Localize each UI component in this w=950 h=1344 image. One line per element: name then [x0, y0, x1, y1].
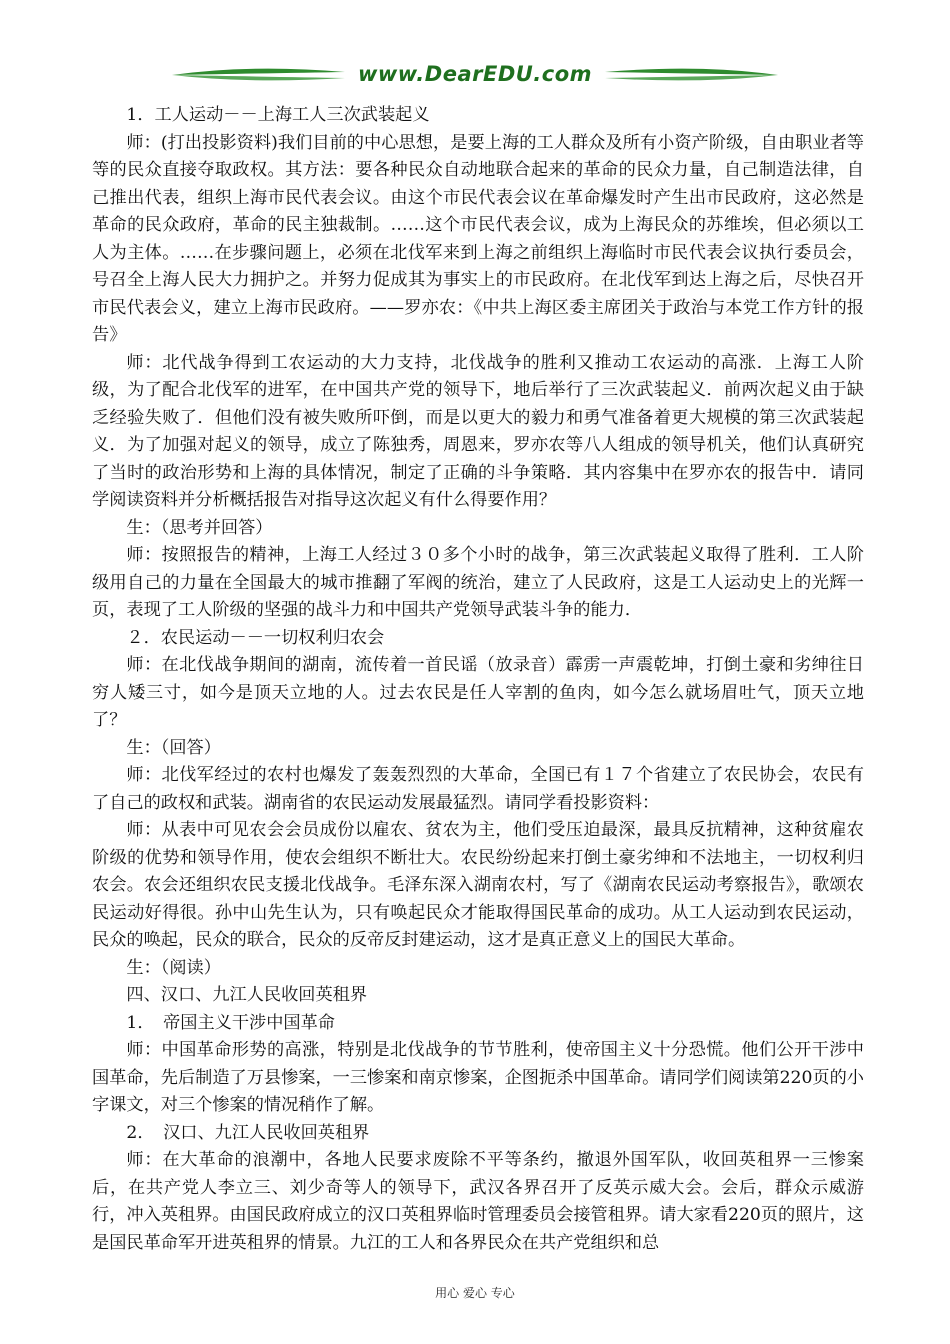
- paragraph: 师：北伐军经过的农村也爆发了轰轰烈烈的大革命，全国已有１７个省建立了农民协会，农民有了自己的政权和武装。湖南省的农民运动发展最猛烈。请同学看投影资料：: [92, 765, 864, 813]
- section-heading: 2． 汉口、九江人民收回英租界: [126, 1122, 370, 1143]
- paragraph: 生：（阅读）: [126, 957, 221, 978]
- paragraph: 师：在大革命的浪潮中，各地人民要求废除不平等条约，撤退外国军队，收回英租界一三惨案后，在共产党人李立三、刘少奇等人的领导下，武汉各界召开了反英示威大会。会后，群众示威游行，冲入英租界。由国民政府成立的汉口英租界临时管理委员会接管租界。请大家看220页的照片，这是国民革命军开进英租界的情景。九江的工人和各界民众在共产党组织和总: [92, 1150, 864, 1253]
- paragraph: 生：（回答）: [126, 737, 221, 758]
- paragraph: 师：按照报告的精神，上海工人经过３０多个小时的战争，第三次武装起义取得了胜利．工人阶级用自己的力量在全国最大的城市推翻了军阀的统治，建立了人民政府，这是工人运动史上的光辉一页，表现了工人阶级的坚强的战斗力和中国共产党领导武装斗争的能力．: [92, 545, 864, 620]
- section-heading: 1． 帝国主义干涉中国革命: [126, 1012, 335, 1033]
- page-footer: 用心 爱心 专心: [435, 1286, 515, 1300]
- paragraph: 师：从表中可见农会会员成份以雇农、贫农为主，他们受压迫最深，最具反抗精神，这种贫雇农阶级的优势和领导作用，使农会组织不断壮大。农民纷纷起来打倒土豪劣绅和不法地主，一切权利归农会。农会还组织农民支援北伐战争。毛泽东深入湖南农村，写了《湖南农民运动考察报告》，歌颂农民运动好得很。孙中山先生认为，只有唤起民众才能取得国民革命的成功。从工人运动到农民运动，民众的唤起，民众的联合，民众的反帝反封建运动，这才是真正意义上的国民大革命。: [92, 820, 864, 950]
- paragraph: 师：在北伐战争期间的湖南，流传着一首民谣（放录音）霹雳一声震乾坤，打倒土豪和劣绅往日穷人矮三寸，如今是顶天立地的人。过去农民是任人宰割的鱼肉，如今怎么就场眉吐气，顶天立地了？: [92, 655, 864, 730]
- paragraph: 师：(打出投影资料)我们目前的中心思想，是要上海的工人群众及所有小资产阶级，自由职业者等等的民众直接夺取政权。其方法：要各种民众自动地联合起来的革命的民众力量，自己制造法律，自己推出代表，组织上海市民代表会议。由这个市民代表会议在革命爆发时产生出市民政府，这必然是革命的民众政府，革命的民主独裁制。……这个市民代表会议，成为上海民众的苏维埃，但必须以工人为主体。……在步骤问题上，必须在北伐军来到上海之前组织上海临时市民代表会议执行委员会，号召全上海人民大力拥护之。并努力促成其为事实上的市民政府。在北伐军到达上海之后，尽快召开市民代表会义，建立上海市民政府。——罗亦农：《中共上海区委主席团关于政治与本党工作方针的报告》: [92, 132, 864, 345]
- site-header-banner: [170, 58, 780, 92]
- document-body: [92, 102, 864, 1257]
- paragraph: 生：（思考并回答）: [126, 517, 273, 538]
- section-heading: 四、汉口、九江人民收回英租界: [126, 985, 368, 1005]
- section-heading: ２．农民运动－－一切权利归农会: [126, 627, 385, 648]
- section-heading: 1．工人运动－－上海工人三次武装起义: [126, 105, 430, 125]
- paragraph: 师：北代战争得到工农运动的大力支持，北伐战争的胜利又推动工农运动的高涨．上海工人阶级，为了配合北伐军的进军，在中国共产党的领导下，地后举行了三次武装起义．前两次起义由于缺乏经验失败了．但他们没有被失败所吓倒，而是以更大的毅力和勇气准备着更大规模的第三次武装起义．为了加强对起义的领导，成立了陈独秀，周恩来，罗亦农等八人组成的领导机关，他们认真研究了当时的政治形势和上海的具体情况，制定了正确的斗争策略．其内容集中在罗亦农的报告中．请同学阅读资料并分析概括报告对指导这次起义有什么得要作用？: [92, 352, 864, 510]
- paragraph: 师：中国革命形势的高涨，特别是北伐战争的节节胜利，使帝国主义十分恐慌。他们公开干涉中国革命，先后制造了万县惨案，一三惨案和南京惨案，企图扼杀中国革命。请同学们阅读第220页的小字课文，对三个惨案的情况稍作了解。: [92, 1040, 864, 1115]
- site-brand-text[interactable]: www.DearEDU.com: [357, 62, 593, 86]
